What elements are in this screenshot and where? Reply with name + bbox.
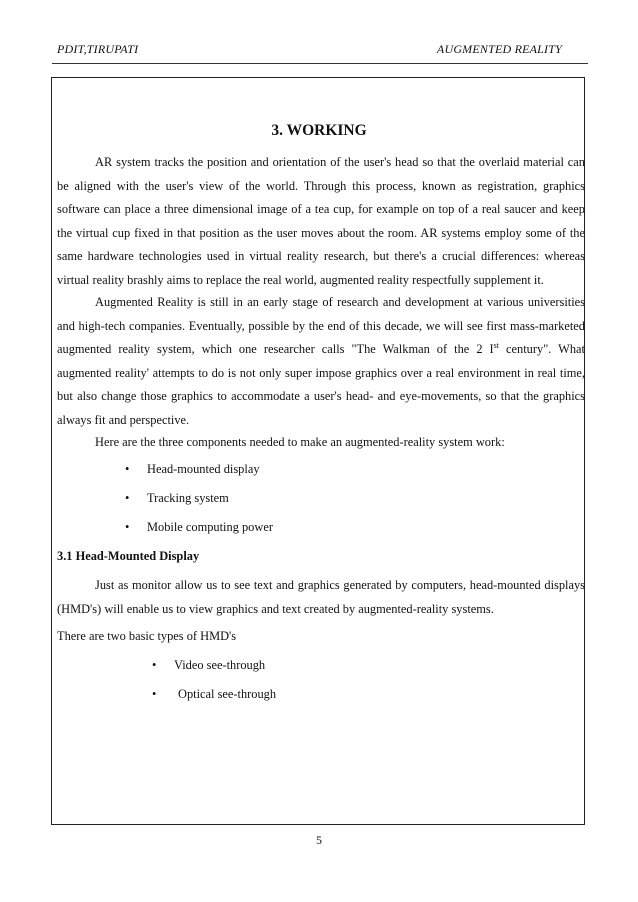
paragraph-hmd: Just as monitor allow us to see text and graphics generated by computers, head-mounted displays (HMD's) will enable us to view graphics and text created by augmented-reality systems.: [57, 578, 585, 616]
paragraph-hmd-types-intro: There are two basic types of HMD's: [57, 629, 237, 643]
bullet-icon: •: [125, 491, 130, 505]
list-item-label: Tracking system: [147, 491, 229, 505]
bullet-icon: •: [152, 658, 157, 672]
header-divider: [52, 63, 588, 64]
header-institution: PDIT,TIRUPATI: [57, 42, 139, 56]
page-title: 3. WORKING: [271, 122, 367, 139]
bullet-icon: •: [152, 687, 157, 701]
header-topic: AUGMENTED REALITY: [436, 42, 562, 56]
list-item-label: Mobile computing power: [147, 520, 273, 534]
bullet-icon: •: [125, 462, 130, 476]
list-item: [125, 491, 229, 506]
list-item: [125, 520, 273, 535]
list-item: [152, 658, 265, 673]
paragraph-ar-research-part2: century". What augmented reality' attempts to do is not only super impose graphics over a real environment in real time, but also change those graphics to accommodate a user's head- and eye-movements, so that the graphics always fit and perspective.: [57, 342, 585, 427]
bullet-icon: •: [125, 520, 130, 534]
list-item-label: Video see-through: [174, 658, 266, 672]
paragraph-components-intro: Here are the three components needed to make an augmented-reality system work:: [95, 435, 505, 449]
page-number: 5: [316, 833, 322, 847]
paragraph-ar-research: [57, 291, 585, 432]
paragraph-ar-research-part1: Augmented Reality is still in an early stage of research and development at various universities and high-tech companies. Eventually, possible by the end of this decade, we will see first mass-marketed augmented reality system, which one researcher calls "The Walkman of the 2 I: [57, 295, 585, 356]
list-item: [152, 687, 276, 702]
list-item: [125, 462, 260, 477]
list-item-label: Head-mounted display: [147, 462, 260, 476]
section-heading: 3.1 Head-Mounted Display: [57, 549, 200, 563]
list-item-label: Optical see-through: [178, 687, 277, 701]
superscript-st: st: [493, 340, 500, 350]
paragraph-ar-tracking: AR system tracks the position and orientation of the user's head so that the overlaid material can be aligned with the user's view of the world. Through this process, known as registration, graphics software can place a three dimensional image of a tea cup, for example on top of a real saucer and keep the virtual cup fixed in that position as the user moves about the room. AR systems employ some of the same hardware technologies used in virtual reality research, but there's a crucial differences: whereas virtual reality brashly aims to replace the real world, augmented reality respectfully supplement it.: [57, 155, 585, 287]
